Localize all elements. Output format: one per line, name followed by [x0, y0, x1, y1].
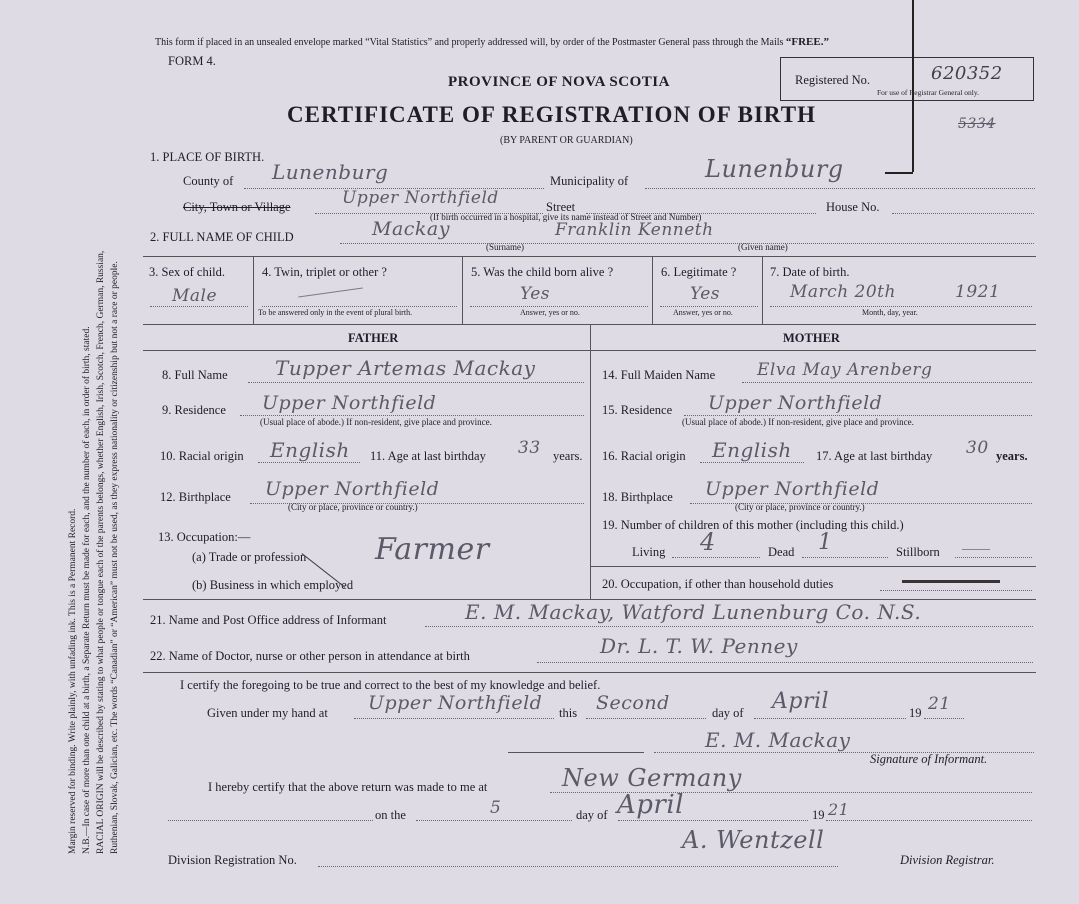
dead-value: 1: [818, 530, 833, 555]
alive-label: 5. Was the child born alive ?: [471, 265, 614, 279]
dead-label: Dead: [768, 545, 795, 559]
mother-race-label: 16. Racial origin: [602, 449, 686, 463]
father-race-value: English: [270, 438, 350, 462]
sex-line: [150, 306, 248, 307]
divider: [143, 672, 1036, 673]
mother-name-value: Elva May Arenberg: [757, 360, 933, 380]
given-year-line: [924, 718, 964, 719]
mother-occupation-label: 20. Occupation, if other than household duties: [602, 577, 834, 591]
business-label: (b) Business in which employed: [192, 578, 354, 592]
father-residence-line: [240, 415, 584, 416]
father-birthplace-label: 12. Birthplace: [160, 490, 231, 504]
mother-occupation-line: [880, 590, 1032, 591]
twin-note: To be answered only in the event of plural birth.: [258, 308, 413, 317]
divider: [762, 256, 763, 324]
struck-number: 5334: [958, 116, 996, 132]
stillborn-label: Stillborn: [896, 545, 940, 559]
mother-residence-note: (Usual place of abode.) If non-resident, give place and province.: [682, 417, 914, 427]
postal-note-text: This form if placed in an unsealed envelope marked “Vital Statistics” and properly addressed will, by order of the Postmaster General pass through the Mails: [155, 37, 784, 48]
mother-birthplace-value: Upper Northfield: [705, 478, 880, 500]
margin-line-3: RACIAL ORIGIN will be described by stating to what people or tongue each of the parents belongs, whether English, Irish, Scotch, French, German, Russian,: [96, 250, 106, 854]
dob-year: 1921: [955, 282, 1001, 302]
hospital-note: (If birth occurred in a hospital, give its name instead of Street and Number): [430, 212, 702, 222]
province-heading: PROVINCE OF NOVA SCOTIA: [448, 74, 670, 90]
mother-birthplace-label: 18. Birthplace: [602, 490, 673, 504]
mother-birthplace-note: (City or place, province or country.): [735, 502, 865, 512]
given-under-label: Given under my hand at: [207, 706, 328, 720]
father-name-label: 8. Full Name: [162, 368, 228, 382]
child-given-value: Franklin Kenneth: [555, 220, 714, 240]
doctor-value: Dr. L. T. W. Penney: [600, 634, 798, 658]
legitimate-note: Answer, yes or no.: [673, 308, 733, 317]
father-age-unit: years.: [553, 449, 583, 463]
father-name-line: [248, 382, 584, 383]
father-birthplace-note: (City or place, province or country.): [288, 502, 418, 512]
given-year-prefix: 19: [909, 706, 922, 720]
return-year-prefix: 19: [812, 808, 825, 822]
occupation-value: Farmer: [375, 532, 490, 567]
alive-line: [470, 306, 648, 307]
county-value: Lunenburg: [272, 160, 389, 184]
legitimate-value: Yes: [690, 284, 721, 304]
given-month-line: [754, 718, 906, 719]
stillborn-line: [955, 557, 1032, 558]
sex-label: 3. Sex of child.: [149, 265, 226, 279]
house-line: [892, 213, 1034, 214]
division-registration-line: [318, 866, 838, 867]
municipality-label: Municipality of: [550, 174, 629, 188]
informant-signature: E. M. Mackay: [705, 728, 851, 752]
given-caption: (Given name): [738, 242, 788, 252]
mother-name-line: [742, 382, 1032, 383]
father-residence-note: (Usual place of abode.) If non-resident, give place and province.: [260, 417, 492, 427]
alive-note: Answer, yes or no.: [520, 308, 580, 317]
informant-label: 21. Name and Post Office address of Informant: [150, 613, 387, 627]
return-month-line: [618, 820, 808, 821]
return-pre-line: [168, 820, 373, 821]
city-label: City, Town or Village: [183, 200, 291, 214]
stillborn-dash: [962, 549, 990, 550]
margin-line-4: Ruthenian, Slovak, Galician, etc. The words “Canadian” or “American” must not be used, as they express nationality or citizenship but not a race or people.: [110, 261, 120, 854]
street-label: Street: [546, 200, 576, 214]
divider: [652, 256, 653, 324]
mother-age-label: 17. Age at last birthday: [816, 449, 933, 463]
mother-age-unit: years.: [996, 449, 1028, 463]
return-statement: I hereby certify that the above return was made to me at: [208, 780, 488, 794]
mother-residence-value: Upper Northfield: [708, 392, 883, 414]
return-year-value: 21: [828, 800, 850, 819]
father-race-line: [258, 462, 360, 463]
place-of-birth-label: 1. PLACE OF BIRTH.: [150, 150, 265, 164]
postal-note-free: “FREE.”: [785, 36, 829, 48]
father-age-label: 11. Age at last birthday: [370, 449, 486, 463]
return-dayof-label: day of: [576, 808, 608, 822]
living-value: 4: [700, 528, 716, 556]
signature-label: Signature of Informant.: [870, 752, 988, 766]
mother-residence-label: 15. Residence: [602, 403, 673, 417]
given-day-value: Second: [596, 692, 670, 714]
trade-label: (a) Trade or profession: [192, 550, 307, 564]
registrar-signature: A. Wentzell: [682, 826, 825, 854]
margin-notes: [62, 0, 142, 904]
mother-age-value: 30: [966, 438, 989, 458]
father-age-value: 33: [518, 438, 541, 458]
given-day-line: [586, 718, 706, 719]
municipality-value: Lunenburg: [705, 155, 844, 183]
father-residence-value: Upper Northfield: [262, 392, 437, 414]
divider: [590, 566, 1036, 567]
child-name-label: 2. FULL NAME OF CHILD: [150, 230, 294, 244]
doctor-line: [537, 662, 1033, 663]
on-the-label: on the: [375, 808, 406, 822]
return-place-value: New Germany: [562, 764, 742, 792]
given-year-value: 21: [928, 694, 951, 714]
page-subtitle: (BY PARENT OR GUARDIAN): [500, 135, 633, 146]
ink-stroke: [912, 0, 914, 172]
this-label: this: [559, 706, 578, 720]
given-month-value: April: [772, 689, 830, 714]
mother-race-value: English: [712, 438, 792, 462]
mother-occupation-dash: [902, 580, 1000, 583]
dob-label: 7. Date of birth.: [770, 265, 850, 279]
twin-dash: [298, 287, 363, 297]
return-year-line: [826, 820, 1032, 821]
living-label: Living: [632, 545, 666, 559]
form-number: FORM 4.: [168, 54, 216, 68]
twin-label: 4. Twin, triplet or other ?: [262, 265, 387, 279]
mother-name-label: 14. Full Maiden Name: [602, 368, 716, 382]
mother-race-line: [700, 462, 804, 463]
divider: [253, 256, 254, 324]
father-name-value: Tupper Artemas Mackay: [275, 356, 536, 380]
dob-note: Month, day, year.: [862, 308, 918, 317]
children-label: 19. Number of children of this mother (including this child.): [602, 518, 904, 532]
sex-value: Male: [172, 286, 218, 306]
postal-note: [155, 36, 829, 48]
municipality-line: [645, 188, 1035, 189]
doctor-label: 22. Name of Doctor, nurse or other person in attendance at birth: [150, 649, 470, 663]
certify-statement: I certify the foregoing to be true and correct to the best of my knowledge and belief.: [180, 678, 601, 692]
child-surname-value: Mackay: [372, 218, 450, 240]
legitimate-line: [660, 306, 758, 307]
dead-line: [802, 557, 888, 558]
alive-value: Yes: [520, 284, 551, 304]
mother-header: MOTHER: [783, 331, 840, 345]
house-label: House No.: [826, 200, 880, 214]
return-month-value: April: [617, 790, 684, 820]
return-day-value: 5: [490, 798, 502, 818]
certify-rule: [508, 752, 644, 753]
given-dayof-label: day of: [712, 706, 744, 720]
given-place-line: [354, 718, 554, 719]
father-residence-label: 9. Residence: [162, 403, 226, 417]
return-day-line: [416, 820, 572, 821]
county-label: County of: [183, 174, 234, 188]
child-name-line: [340, 243, 1034, 244]
father-race-label: 10. Racial origin: [160, 449, 244, 463]
mother-residence-line: [684, 415, 1032, 416]
dob-line: [770, 306, 1032, 307]
registrar-label: Division Registrar.: [900, 853, 995, 867]
divider: [590, 324, 591, 599]
legitimate-label: 6. Legitimate ?: [661, 265, 737, 279]
margin-line-1: Margin reserved for binding. Write plainly, with unfading ink. This is a Permanent Record.: [68, 508, 78, 854]
occupation-label: 13. Occupation:—: [158, 530, 251, 544]
surname-caption: (Surname): [486, 242, 524, 252]
dob-month-day: March 20th: [790, 282, 896, 302]
city-value: Upper Northfield: [342, 188, 499, 208]
page-title: CERTIFICATE OF REGISTRATION OF BIRTH: [287, 102, 816, 127]
father-header: FATHER: [348, 331, 399, 345]
informant-value: E. M. Mackay, Watford Lunenburg Co. N.S.: [465, 600, 922, 624]
division-registration-label: Division Registration No.: [168, 853, 297, 867]
registered-box: [780, 57, 1034, 101]
registered-number: 620352: [931, 63, 1003, 84]
father-birthplace-value: Upper Northfield: [265, 478, 440, 500]
ink-stroke-end: [885, 172, 913, 174]
registered-note: For use of Registrar General only.: [877, 88, 979, 97]
divider: [462, 256, 463, 324]
registered-label: Registered No.: [795, 73, 870, 87]
margin-line-2: N.B.—In case of more than one child at a birth, a Separate Return must be made for each, and the number of each, in order of birth, stated.: [82, 326, 92, 854]
given-place-value: Upper Northfield: [368, 692, 543, 714]
living-line: [672, 557, 760, 558]
divider: [143, 256, 1036, 257]
divider: [143, 350, 1036, 351]
twin-line: [262, 306, 457, 307]
informant-line: [425, 626, 1033, 627]
